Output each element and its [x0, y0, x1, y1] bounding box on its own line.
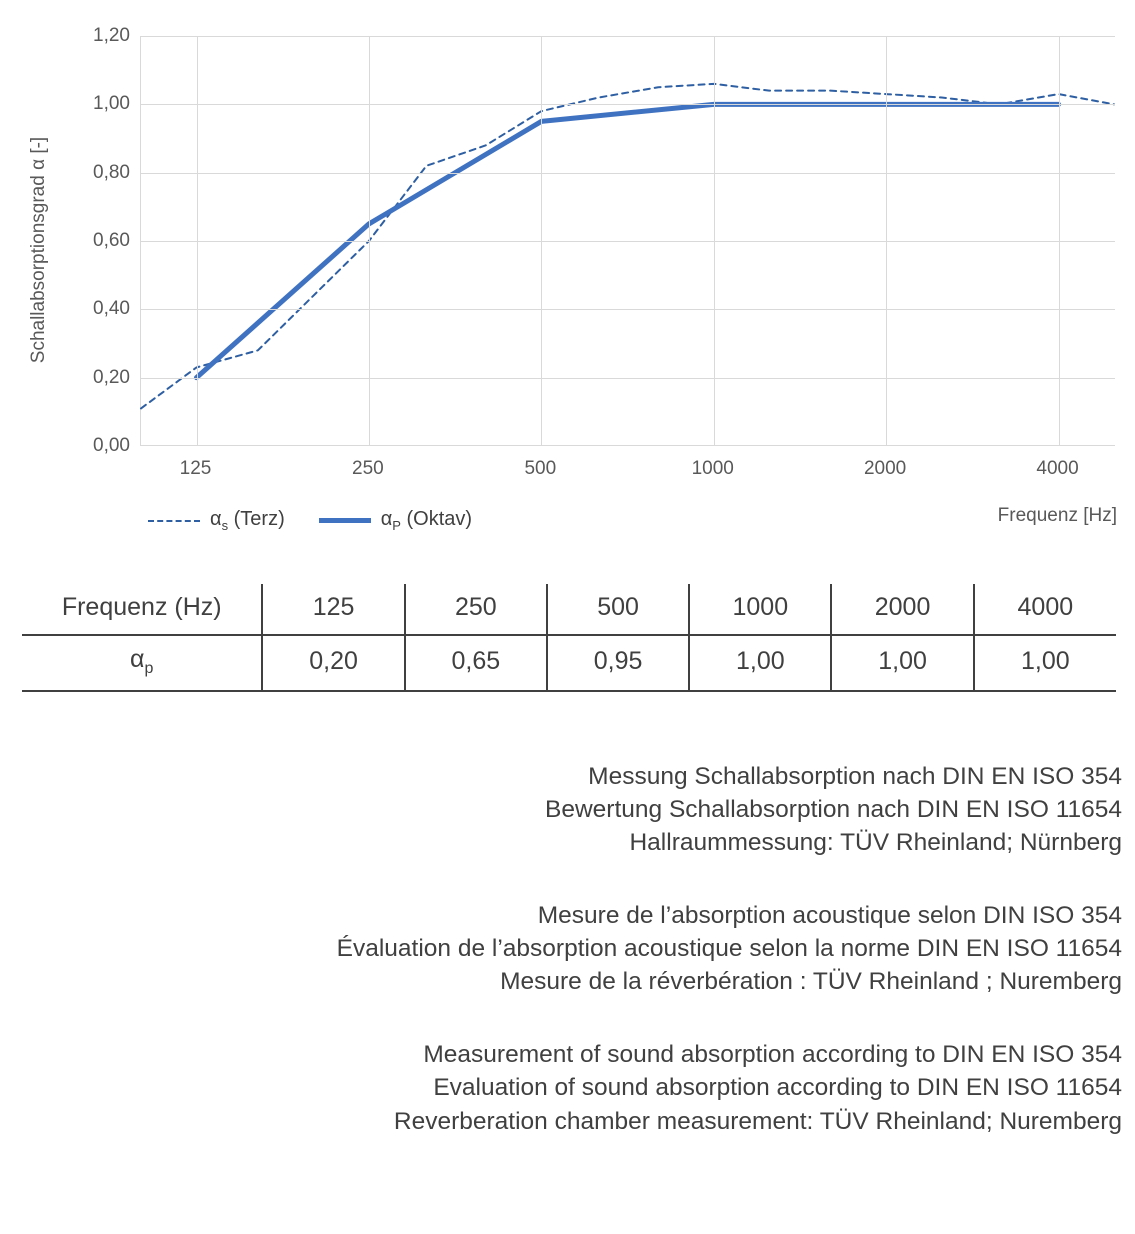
table-header-label: Frequenz (Hz)	[22, 584, 262, 635]
note-line: Bewertung Schallabsorption nach DIN EN ISO 11654	[545, 796, 1122, 824]
note-line: Mesure de la réverbération : TÜV Rheinland ; Nuremberg	[500, 968, 1122, 996]
table-header-4000: 4000	[974, 584, 1116, 635]
table-header-1000: 1000	[689, 584, 831, 635]
gridline-vertical	[369, 36, 370, 445]
table-row-label: $\alpha_p$	[22, 635, 262, 691]
series-line-terz	[141, 84, 1114, 409]
table-cell-4000: 1,00	[974, 635, 1116, 691]
note-line: Measurement of sound absorption according to DIN EN ISO 354	[423, 1041, 1122, 1069]
notes-block	[0, 760, 1122, 1178]
table-header-250: 250	[405, 584, 547, 635]
table-cell-500: 0,95	[547, 635, 689, 691]
y-axis-ticks	[60, 25, 130, 456]
note-line: Mesure de l’absorption acoustique selon DIN ISO 354	[537, 902, 1122, 930]
y-tick-label: 0,60	[93, 230, 130, 251]
y-tick-label: 1,20	[93, 25, 130, 46]
legend-item-terz	[148, 508, 285, 533]
absorption-chart	[0, 0, 1135, 560]
notes-english	[0, 1038, 1122, 1137]
x-tick-label: 1000	[691, 458, 734, 479]
x-tick-label: 250	[352, 458, 384, 479]
x-tick-label: 2000	[863, 458, 907, 479]
note-line: Évaluation de l’absorption acoustique selon la norme DIN EN ISO 11654	[336, 935, 1122, 963]
note-line: Evaluation of sound absorption according to DIN EN ISO 11654	[433, 1074, 1122, 1102]
chart-legend	[148, 508, 472, 533]
table-cell-2000: 1,00	[831, 635, 973, 691]
y-tick-label: 0,20	[93, 366, 130, 388]
table-row-header	[22, 584, 1116, 635]
gridline-horizontal	[141, 36, 1115, 37]
note-line: Hallraummessung: TÜV Rheinland; Nürnberg	[629, 829, 1122, 857]
x-tick-label: 4000	[1036, 458, 1079, 479]
table-cell-125: 0,20	[262, 635, 404, 691]
gridline-horizontal	[141, 241, 1115, 242]
y-tick-label: 0,80	[93, 161, 130, 183]
notes-french	[0, 899, 1122, 998]
y-tick-label: 0,40	[93, 298, 130, 320]
legend-label-oktav: $\alpha_P$ (Oktav)	[380, 508, 473, 533]
gridline-vertical	[714, 36, 715, 445]
x-axis-title: Frequenz [Hz]	[997, 505, 1117, 526]
gridline-vertical	[1059, 36, 1060, 445]
dashed-line-icon	[148, 520, 200, 522]
solid-line-icon	[319, 518, 371, 523]
gridline-horizontal	[141, 309, 1115, 310]
y-axis-title: Schallabsorptionsgrad α [-]	[28, 136, 49, 364]
x-tick-label: 125	[179, 458, 212, 479]
gridline-vertical	[541, 36, 542, 445]
note-line: Messung Schallabsorption nach DIN EN ISO 354	[588, 763, 1122, 790]
gridline-vertical	[197, 36, 198, 445]
x-axis-ticks	[140, 458, 1115, 488]
absorption-table-block	[22, 584, 1116, 692]
table-row-alpha-p	[22, 635, 1116, 691]
y-tick-label: 1,00	[93, 93, 130, 115]
plot-area	[140, 36, 1115, 446]
table-cell-1000: 1,00	[689, 635, 831, 691]
gridline-horizontal	[141, 173, 1115, 174]
absorption-table	[22, 584, 1116, 692]
y-axis-title-wrap	[18, 136, 49, 441]
y-tick-label: 0,00	[93, 435, 130, 456]
table-header-500: 500	[547, 584, 689, 635]
table-cell-250: 0,65	[405, 635, 547, 691]
x-tick-label: 500	[524, 458, 557, 479]
table-header-2000: 2000	[831, 584, 973, 635]
notes-german	[0, 760, 1122, 859]
gridline-horizontal	[141, 104, 1115, 105]
table-header-125: 125	[262, 584, 404, 635]
note-line: Reverberation chamber measurement: TÜV Rheinland; Nuremberg	[393, 1107, 1122, 1135]
legend-label-terz: $\alpha_s$ (Terz)	[210, 508, 285, 533]
legend-item-oktav	[319, 508, 472, 533]
gridline-horizontal	[141, 378, 1115, 379]
gridline-vertical	[886, 36, 887, 445]
